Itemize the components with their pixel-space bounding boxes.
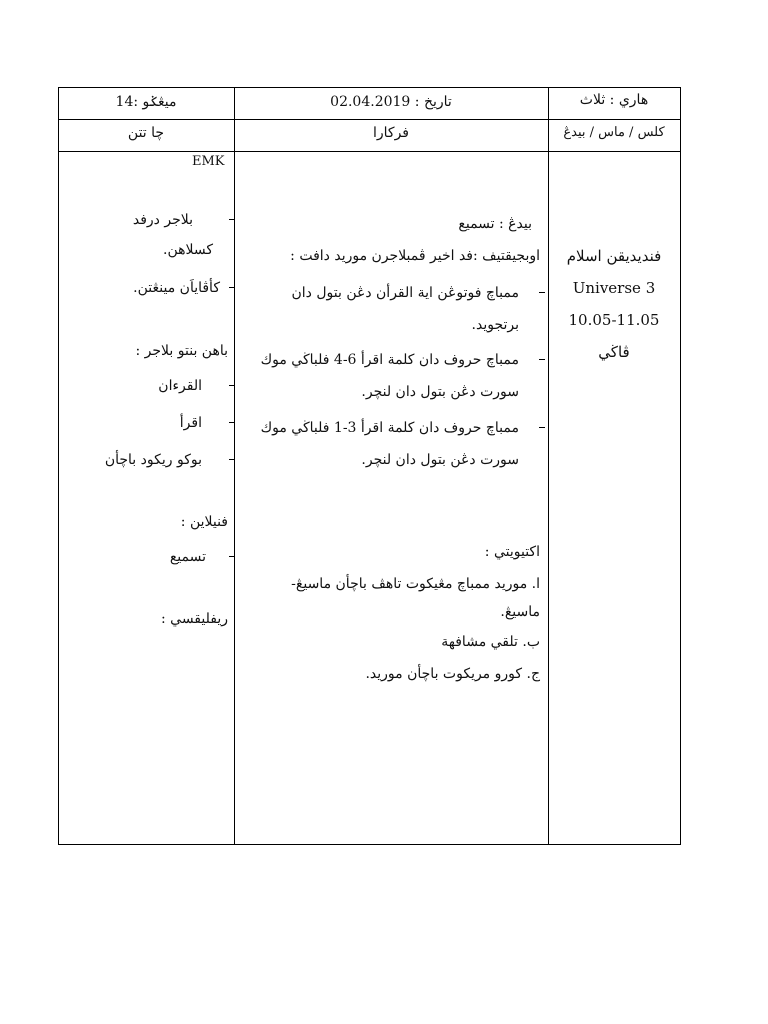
- emk-item-1-line-2: كسلاهن.: [163, 242, 213, 258]
- bullet-dash: [539, 359, 545, 360]
- objective-item-2-line-1: ممباچ حروف دان كلمة اقرأ 6-4 فلباڬي موك: [260, 352, 519, 368]
- objective-item-2-line-2: سورت دڠن بتول دان لنچر.: [361, 384, 519, 400]
- subject-label: فنديديقن اسلام: [566, 247, 662, 265]
- emk-label: EMK: [192, 154, 225, 169]
- bullet-dash: [229, 422, 235, 423]
- bullet-dash: [229, 459, 235, 460]
- column-divider-right: [548, 88, 549, 844]
- bullet-dash: [229, 385, 235, 386]
- activity-c: ج. كورو مريكوت باچأن موريد.: [365, 666, 540, 682]
- aids-title: باهن بنتو بلاجر :: [135, 343, 228, 359]
- bullet-dash: [539, 292, 545, 293]
- activity-a-line-2: ماسيڠ.: [500, 604, 540, 620]
- activity-a-line-1: ا. موريد ممباچ مڠيكوت تاهڤ باچأن ماسيڠ-: [291, 576, 540, 592]
- emk-item-2: كأڤاياَن مينڠتن.: [133, 280, 220, 296]
- bullet-dash: [229, 287, 235, 288]
- header-date: تاريخ : 02.04.2019: [330, 94, 452, 110]
- class-label: Universe 3: [572, 279, 656, 297]
- aid-1: القرءان: [158, 378, 202, 394]
- activity-title: اکتيويتي :: [484, 544, 540, 560]
- row-divider-header: [59, 119, 680, 120]
- objective-line: اوبجيقتيف :فد اخير ڤمبلاجرن موريد دافت :: [290, 248, 540, 264]
- assessment-1: تسميع: [169, 549, 206, 565]
- objective-item-3-line-1: ممباچ حروف دان كلمة اقرأ 3-1 فلباڬي موك: [260, 420, 519, 436]
- aid-3: بوكو ريكود باچأن: [104, 452, 202, 468]
- activity-b: ب. تلقي مشافهة: [441, 634, 540, 650]
- session-label: ڤاڬي: [598, 343, 630, 361]
- bidang-line: بيدڠ : تسميع: [458, 216, 532, 232]
- aid-2: اقرأ: [179, 415, 202, 431]
- objective-item-1-line-1: ممباچ فوتوڠن اية القرأن دڠن بتول دان: [291, 285, 519, 301]
- bullet-dash: [229, 556, 235, 557]
- assessment-title: فنيلاين :: [180, 514, 228, 530]
- header-week: ميڠݢو :14: [115, 94, 177, 110]
- column-divider-left: [234, 88, 235, 844]
- header-content: فركارا: [373, 125, 409, 141]
- bullet-dash: [539, 427, 545, 428]
- objective-item-3-line-2: سورت دڠن بتول دان لنچر.: [361, 452, 519, 468]
- bullet-dash: [229, 219, 235, 220]
- header-remark: چا تتن: [127, 125, 165, 141]
- row-divider-subheader: [59, 151, 680, 152]
- emk-item-1-line-1: بلاجر درفد: [132, 212, 193, 228]
- objective-item-1-line-2: برتجويد.: [471, 317, 519, 333]
- time-label: 10.05-11.05: [568, 311, 660, 329]
- header-class: كلس / ماس / بيدڠ: [563, 125, 665, 140]
- header-day: هاري : ثلاث: [579, 92, 649, 108]
- reflection-title: ريفليقسي :: [160, 611, 228, 627]
